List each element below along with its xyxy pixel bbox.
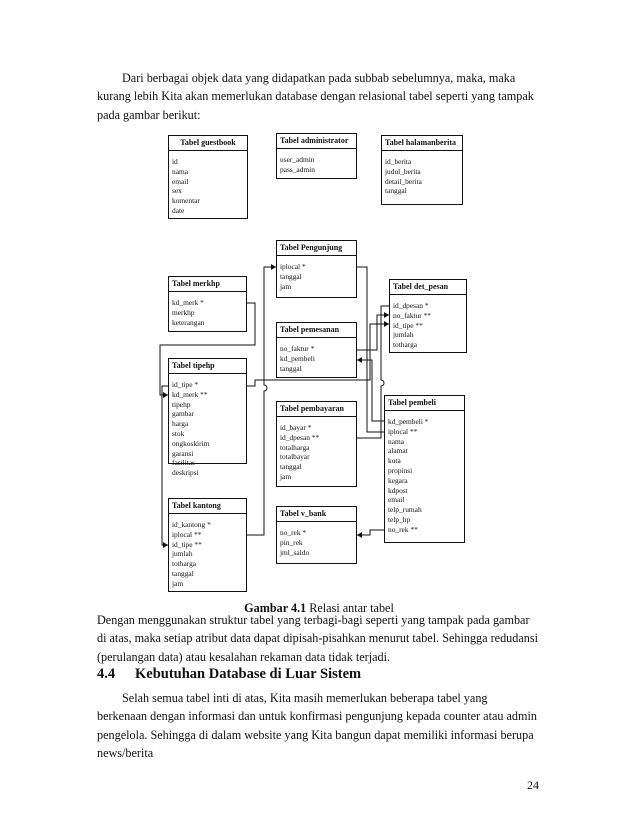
table-field: email xyxy=(172,176,189,186)
section-body-paragraph: Selah semua tabel inti di atas, Kita masih memerlukan beberapa tabel yang berkenaan dengan informasi dan untuk konfirmasi pengunjung kepada counter atau admin pengelola. Sehingga di dalam website yang Kita bangun dapat memiliki informasi berupa news/berita xyxy=(97,691,537,760)
rel-faktur xyxy=(357,315,389,350)
table-field: tanggal xyxy=(280,271,302,281)
table-field: jam xyxy=(172,578,184,588)
table-field: id_dpesan * xyxy=(393,301,429,310)
rel-ip-kantong xyxy=(247,267,276,535)
table-field: tanggal xyxy=(280,363,302,373)
table-field: kegara xyxy=(388,475,408,485)
table-field: keterangan xyxy=(172,317,205,327)
table-pembeli xyxy=(384,395,465,543)
table-field: no_faktur * xyxy=(280,344,315,353)
table-field: totalbayar xyxy=(280,452,310,462)
table-title: Tabel merkhp xyxy=(169,277,246,292)
table-field: tanggal xyxy=(172,568,194,578)
table-title: Tabel halamanberita xyxy=(382,136,462,151)
table-field: kd_merk * xyxy=(172,298,204,307)
table-field: pin_rek xyxy=(280,537,303,547)
table-field: tipehp xyxy=(172,399,191,409)
table-field: id_bayar * xyxy=(280,423,312,432)
table-field: email xyxy=(388,495,405,505)
table-field: id_tipe * xyxy=(172,380,199,389)
table-det-pesan xyxy=(389,279,467,353)
table-fields xyxy=(390,295,466,352)
table-field: merkhp xyxy=(172,307,195,317)
section-number: 4.4 xyxy=(97,666,116,682)
table-field: jumlah xyxy=(172,549,193,559)
table-field: gambar xyxy=(172,409,195,419)
table-title: Tabel kantong xyxy=(169,499,246,514)
table-field: id_berita xyxy=(385,157,412,166)
rel-pembeli xyxy=(357,360,384,421)
page-number: 24 xyxy=(527,778,539,792)
table-field: fasilitas xyxy=(172,458,195,468)
table-pemesanan xyxy=(276,322,357,378)
table-kantong xyxy=(168,498,247,592)
table-title: Tabel det_pesan xyxy=(390,280,466,295)
table-field: totharga xyxy=(172,559,197,569)
table-field: kd_pembeli * xyxy=(388,417,429,426)
table-fields xyxy=(277,338,356,375)
table-fields xyxy=(169,514,246,591)
table-field: iplocal ** xyxy=(172,529,202,539)
rel-ip-pembeli xyxy=(357,267,384,432)
table-field: deskripsi xyxy=(172,468,199,478)
table-halamanberita xyxy=(381,135,463,205)
section-title: Kebutuhan Database di Luar Sistem xyxy=(135,666,362,682)
table-fields xyxy=(385,411,464,537)
table-fields xyxy=(169,374,246,480)
table-field: jml_saldo xyxy=(280,547,310,557)
table-guestbook xyxy=(168,135,248,219)
table-field: nama xyxy=(388,436,405,446)
rel-rek xyxy=(357,530,384,535)
table-field: jam xyxy=(280,281,292,291)
table-field: tanggal xyxy=(385,186,407,196)
table-field: user_admin xyxy=(280,155,315,164)
table-fields xyxy=(169,292,246,329)
table-field: nama xyxy=(172,166,189,176)
table-field: iplocal ** xyxy=(388,426,418,436)
table-field: judul_berita xyxy=(385,166,421,176)
section-heading xyxy=(97,666,361,683)
table-fields xyxy=(277,149,356,177)
table-fields xyxy=(277,256,356,293)
table-title: Tabel pemesanan xyxy=(277,323,356,338)
intro-paragraph: Dari berbagai objek data yang didapatkan pada subbab sebelumnya, maka, maka kurang lebih Kita akan memerlukan database dengan relasional tabel seperti yang tampak pada gambar berikut: xyxy=(97,71,534,122)
table-field: sex xyxy=(172,186,182,196)
table-field: id xyxy=(172,157,178,166)
table-field: harga xyxy=(172,419,189,429)
table-field: ongkoskirim xyxy=(172,438,210,448)
table-field: kd_merk ** xyxy=(172,389,208,399)
table-field: iplocal * xyxy=(280,262,306,271)
table-field: id_tipe ** xyxy=(393,320,423,330)
table-field: propinsi xyxy=(388,465,413,475)
table-fields xyxy=(277,417,356,484)
table-title: Tabel pembayaran xyxy=(277,402,356,417)
table-field: komentar xyxy=(172,196,200,206)
table-field: telp_hp xyxy=(388,514,411,524)
table-field: no_rek ** xyxy=(388,524,418,534)
table-field: pass_admin xyxy=(280,164,315,174)
table-pengunjung xyxy=(276,240,357,298)
table-field: id_kantong * xyxy=(172,520,211,529)
table-field: alamat xyxy=(388,446,408,456)
caption-label: Gambar 4.1 xyxy=(244,601,307,615)
table-field: totalharga xyxy=(280,442,310,452)
after-caption-paragraph: Dengan menggunakan struktur tabel yang terbagi-bagi seperti yang tampak pada gambar di atas, maka setiap atribut data dapat dipisah-pisahkan menurut tabel. Sehingga redudansi (perulangan data) atau kesalahan rekaman data tidak terjadi. xyxy=(97,613,538,664)
table-title: Tabel Pengunjung xyxy=(277,241,356,256)
table-fields xyxy=(169,151,247,218)
table-field: kota xyxy=(388,456,401,466)
table-field: garansi xyxy=(172,448,194,458)
table-field: totharga xyxy=(393,340,418,350)
table-fields xyxy=(382,151,462,198)
table-title: Tabel guestbook xyxy=(169,136,247,151)
caption-text: Relasi antar tabel xyxy=(306,601,394,615)
table-field: no_rek * xyxy=(280,528,307,537)
table-field: kdpost xyxy=(388,485,408,495)
arrow-pembeli xyxy=(357,357,362,363)
table-field: tanggal xyxy=(280,462,302,472)
table-title: Tabel v_bank xyxy=(277,507,356,522)
table-title: Tabel administrator xyxy=(277,134,356,149)
table-fields xyxy=(277,522,356,559)
table-v-bank xyxy=(276,506,357,564)
table-field: telp_rumah xyxy=(388,505,422,515)
table-field: detail_berita xyxy=(385,176,422,186)
table-field: date xyxy=(172,205,185,215)
table-title: Tabel tipehp xyxy=(169,359,246,374)
table-pembayaran xyxy=(276,401,357,487)
arrow-rek xyxy=(357,532,362,538)
table-field: id_dpesan ** xyxy=(280,432,320,442)
table-administrator xyxy=(276,133,357,179)
table-field: jumlah xyxy=(393,330,414,340)
table-field: no_faktur ** xyxy=(393,310,431,320)
table-field: jam xyxy=(280,471,292,481)
table-tipehp xyxy=(168,358,247,478)
table-merkhp xyxy=(168,276,247,332)
table-field: stok xyxy=(172,428,185,438)
table-field: kd_pembeli xyxy=(280,353,315,363)
table-field: id_tipe ** xyxy=(172,539,202,549)
table-title: Tabel pembeli xyxy=(385,396,464,411)
